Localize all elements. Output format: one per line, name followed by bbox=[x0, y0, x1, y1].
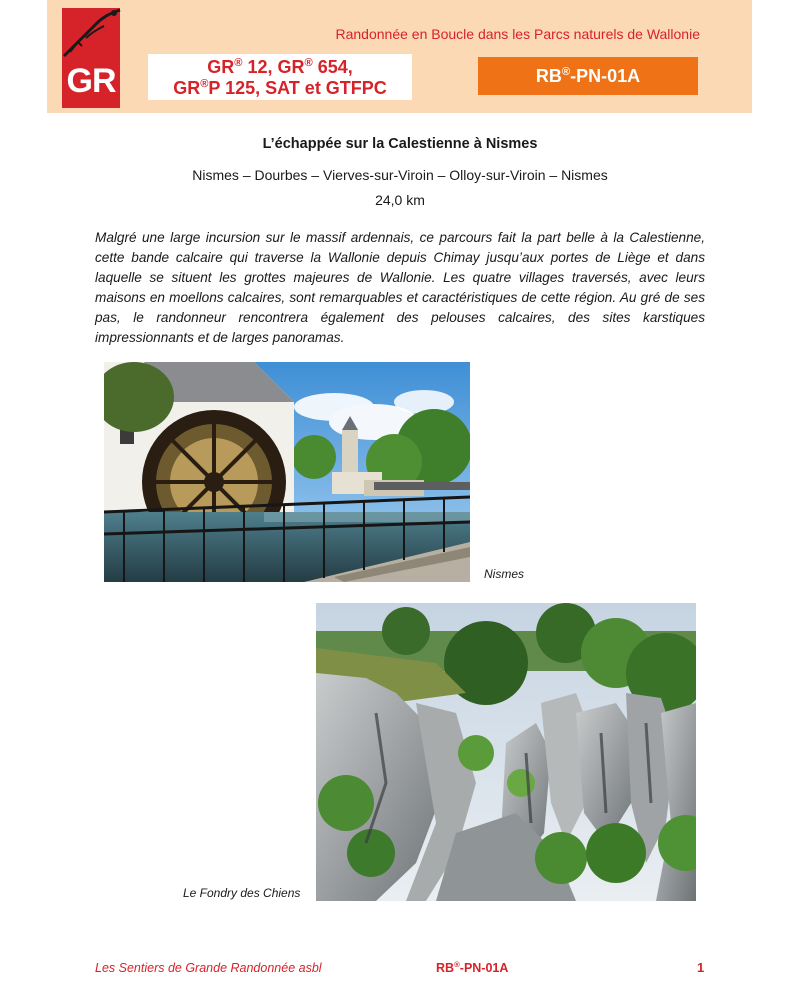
page-title: L’échappée sur la Calestienne à Nismes bbox=[262, 136, 538, 152]
trails-line-1: GR® 12, GR® 654, bbox=[207, 57, 353, 77]
page-number: 1 bbox=[697, 960, 705, 975]
gr-logo bbox=[62, 8, 120, 108]
logo-subtitle bbox=[64, 100, 118, 106]
intro-paragraph: Malgré une large incursion sur le massif ardennais, ce parcours fait la part belle à la Calestienne, cette bande calcaire qui traverse la Wallonie depuis Chimay jusqu’aux portes de Liège et dans laquelle se situent les grottes majeures de Wallonie. Les quatre villages traversés, avec leurs maisons en moellons calcaires, sont remarquables et caractéristiques de cette région. Au gré de ses pas, le randonneur rencontrera également des pelouses calcaires, des sites karstiques impressionnants et de larges panoramas. bbox=[95, 230, 705, 345]
photo-caption: Nismes bbox=[484, 567, 525, 581]
limestone-rocks-photo bbox=[316, 603, 696, 901]
trails-box bbox=[148, 54, 412, 100]
route-villages: Nismes – Dourbes – Vierves-sur-Viroin – Olloy-sur-Viroin – Nismes bbox=[192, 167, 608, 183]
route-distance: 24,0 km bbox=[375, 192, 425, 208]
route-code-box: RB®-PN-01A bbox=[478, 57, 698, 95]
logo-text: GR bbox=[66, 62, 116, 100]
hiker-icon bbox=[56, 4, 126, 64]
photo-caption: Le Fondry des Chiens bbox=[183, 886, 301, 900]
trails-line-2: GR®P 125, SAT et GTFPC bbox=[173, 78, 387, 98]
watermill-photo bbox=[104, 362, 470, 582]
footer-route-code: RB®-PN-01A bbox=[436, 959, 509, 975]
series-title: Randonnée en Boucle dans les Parcs naturels de Wallonie bbox=[335, 26, 700, 42]
footer-organization: Les Sentiers de Grande Randonnée asbl bbox=[95, 961, 322, 975]
